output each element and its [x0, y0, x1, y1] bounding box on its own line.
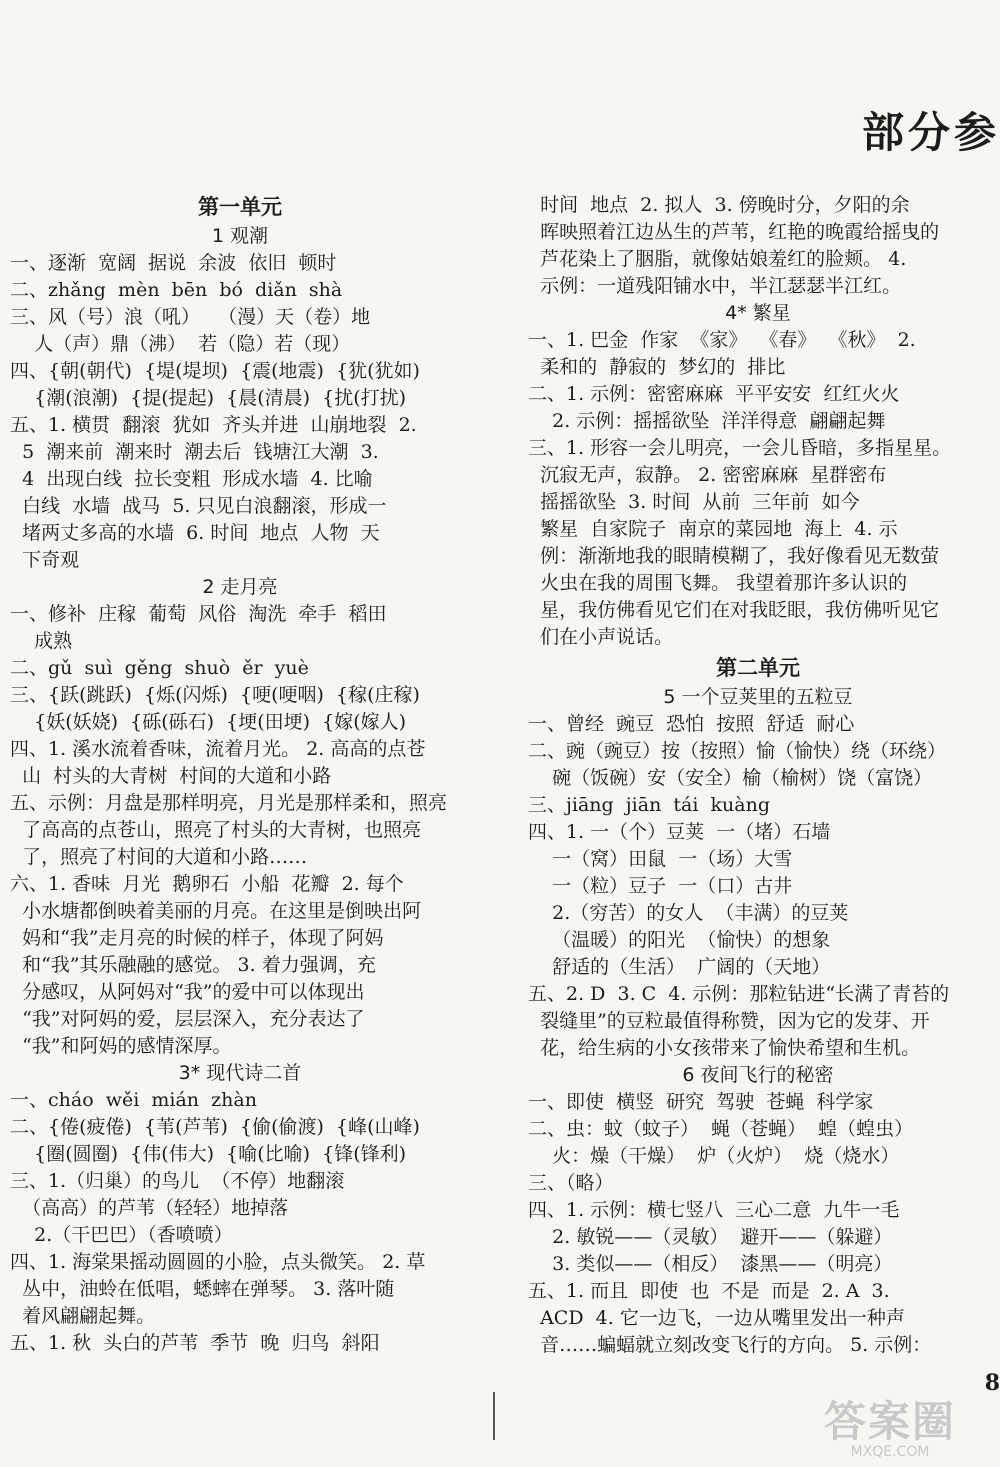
answer-line: 繁星 自家院子 南京的菜园地 海上 4. 示: [528, 518, 898, 540]
answer-line: 一（窝）田鼠 一（场）大雪: [528, 848, 793, 870]
answer-line: 人（声）鼎（沸） 若（隐）若（现）: [10, 333, 351, 355]
answer-line: 和“我”其乐融融的感觉。 3. 着力强调，充: [10, 954, 376, 976]
answer-line: 三、1. 形容一会儿明亮，一会儿昏暗，多指星星。: [528, 437, 952, 459]
lesson-title: 2 走月亮: [202, 576, 278, 598]
answer-line: 了高高的点苍山，照亮了村头的大青树，也照亮: [10, 819, 422, 841]
answer-line: 柔和的 静寂的 梦幻的 排比: [528, 356, 786, 378]
answer-line: 妈和“我”走月亮的时候的样子，体现了阿妈: [10, 927, 384, 949]
lesson-title: 4* 繁星: [725, 302, 791, 324]
answer-line: 四、{朝(朝代) {堤(堤坝) {震(地震) {犹(犹如): [10, 360, 420, 382]
answer-line: 三、风（号）浪（吼） （漫）天（卷）地: [10, 306, 371, 328]
answer-line: “我”和阿妈的感情深厚。: [10, 1035, 232, 1057]
answer-line: 2. 示例：摇摇欲坠 洋洋得意 翩翩起舞: [528, 410, 886, 432]
lesson-body: [10, 250, 470, 574]
answer-line: 五、1. 而且 即使 也 不是 而是 2. A 3.: [528, 1280, 890, 1302]
answer-line: “我”对阿妈的爱，层层深入，充分表达了: [10, 1008, 365, 1030]
answer-line: 二、gǔ suì gěng shuò ěr yuè: [10, 657, 309, 679]
answer-line: 沉寂无声，寂静。 2. 密密麻麻 星群密布: [528, 464, 887, 486]
lesson-body: [528, 192, 988, 300]
answer-line: 二、{倦(疲倦) {苇(芦苇) {偷(偷渡) {峰(山峰): [10, 1116, 420, 1138]
answer-line: 丛中，油蛉在低唱，蟋蟀在弹琴。 3. 落叶随: [10, 1278, 395, 1300]
answer-line: 四、1. 海棠果摇动圆圆的小脸，点头微笑。 2. 草: [10, 1251, 426, 1273]
answer-line: 5 潮来前 潮来时 潮去后 钱塘江大潮 3.: [10, 441, 379, 463]
watermark-main: 答案圈: [823, 1397, 956, 1446]
answer-line: 五、2. D 3. C 4. 示例：那粒钻进“长满了青苔的: [528, 983, 950, 1005]
answer-line: 堵两丈多高的水墙 6. 时间 地点 人物 天: [10, 522, 380, 544]
answer-line: 三、{跃(跳跃) {烁(闪烁) {哽(哽咽) {稼(庄稼): [10, 684, 420, 706]
answer-line: 花，给生病的小女孩带来了愉快希望和生机。: [528, 1037, 921, 1059]
lesson-title: 6 夜间飞行的秘密: [682, 1064, 834, 1086]
answer-line: 五、1. 秋 头白的芦苇 季节 晚 归鸟 斜阳: [10, 1332, 380, 1354]
answer-line: 火虫在我的周围飞舞。 我望着那许多认识的: [528, 572, 908, 594]
answer-line: {圈(圆圈) {伟(伟大) {喻(比喻) {锋(锋利): [10, 1143, 407, 1165]
answer-line: 示例：一道残阳铺水中，半江瑟瑟半江红。: [528, 275, 902, 297]
answer-line: 2.（穷苦）的女人 （丰满）的豆荚: [528, 902, 849, 924]
answer-line: 下奇观: [10, 549, 80, 571]
answer-line: 五、1. 横贯 翻滚 犹如 齐头并进 山崩地裂 2.: [10, 414, 417, 436]
answer-line: {妖(妖娆) {砾(砾石) {埂(田埂) {嫁(嫁人): [10, 711, 407, 733]
answer-line: 三、jiāng jiān tái kuàng: [528, 794, 770, 816]
lesson-title: 3* 现代诗二首: [178, 1062, 302, 1084]
center-divider: [493, 1392, 495, 1440]
answer-line: 四、1. 一（个）豆荚 一（堵）石墙: [528, 821, 831, 843]
answer-line: 一、即使 横竖 研究 驾驶 苍蝇 科学家: [528, 1091, 874, 1113]
answer-line: （温暖）的阳光 （愉快）的想象: [528, 929, 831, 951]
page-number: 8: [984, 1370, 1000, 1396]
unit-title: 第一单元: [198, 195, 282, 219]
answer-line: 4 出现白线 拉长变粗 形成水墙 4. 比喻: [10, 468, 373, 490]
answer-line: 一、cháo wěi mián zhàn: [10, 1089, 257, 1111]
answer-line: 裂缝里”的豆粒最值得称赞，因为它的发芽、开: [528, 1010, 930, 1032]
answer-line: {潮(浪潮) {提(提起) {晨(清晨) {扰(打扰): [10, 387, 407, 409]
answer-line: 六、1. 香味 月光 鹅卵石 小船 花瓣 2. 每个: [10, 873, 404, 895]
answer-line: 们在小声说话。: [528, 626, 674, 648]
answer-line: （高高）的芦苇（轻轻）地掉落: [10, 1197, 289, 1219]
answer-line: 二、豌（豌豆）按（按照）愉（愉快）绕（环绕）: [528, 740, 947, 762]
answer-line: 一、曾经 豌豆 恐怕 按照 舒适 耐心: [528, 713, 855, 735]
answer-line: 星，我仿佛看见它们在对我眨眼，我仿佛听见它: [528, 599, 940, 621]
answer-line: 晖映照着江边丛生的芦苇，红艳的晚霞给摇曳的: [528, 221, 940, 243]
answer-line: 碗（饭碗）安（安全）榆（榆树）饶（富饶）: [528, 767, 933, 789]
answer-line: 着风翩翩起舞。: [10, 1305, 156, 1327]
answer-line: 分感叹，从阿妈对“我”的爱中可以体现出: [10, 981, 365, 1003]
answer-line: 成熟: [10, 630, 73, 652]
answer-line: 白线 水墙 战马 5. 只见白浪翻滚，形成一: [10, 495, 387, 517]
lesson-title: 1 观潮: [211, 225, 269, 247]
answer-line: 四、1. 溪水流着香味，流着月光。 2. 高高的点苍: [10, 738, 426, 760]
answer-line: 三、1.（归巢）的鸟儿 （不停）地翻滚: [10, 1170, 345, 1192]
lesson-body: [10, 601, 470, 1060]
answer-line: 三、（略）: [528, 1172, 614, 1194]
watermark-logo: [790, 1397, 990, 1462]
answer-line: 3. 类似——（相反） 漆黑——（明亮）: [528, 1253, 893, 1275]
lesson-body: [528, 1089, 988, 1359]
answer-line: 二、1. 示例：密密麻麻 平平安安 红红火火: [528, 383, 900, 405]
right-column: [528, 192, 988, 1359]
page-header-title: 部分参: [861, 108, 1000, 157]
answer-line: 2.（干巴巴）（香喷喷）: [10, 1224, 233, 1246]
unit-title: 第二单元: [716, 656, 800, 680]
answer-line: 例：渐渐地我的眼睛模糊了，我好像看见无数萤: [528, 545, 940, 567]
answer-line: 五、示例：月盘是那样明亮，月光是那样柔和，照亮: [10, 792, 448, 814]
answer-line: 舒适的（生活） 广阔的（天地）: [528, 956, 831, 978]
lesson-title: 5 一个豆荚里的五粒豆: [663, 686, 853, 708]
left-column: [10, 190, 470, 1357]
answer-line: 火：燥（干燥） 炉（火炉） 烧（烧水）: [528, 1145, 900, 1167]
answer-line: 一、修补 庄稼 葡萄 风俗 淘洗 牵手 稻田: [10, 603, 387, 625]
answer-line: 2. 敏锐——（灵敏） 避开——（躲避）: [528, 1226, 893, 1248]
answer-line: 一、1. 巴金 作家 《家》 《春》 《秋》 2.: [528, 329, 916, 351]
answer-line: 音……蝙蝠就立刻改变飞行的方向。 5. 示例：: [528, 1334, 932, 1356]
answer-line: 二、虫：蚊（蚊子） 蝇（苍蝇） 蝗（蝗虫）: [528, 1118, 914, 1140]
answer-line: 二、zhǎng mèn bēn bó diǎn shà: [10, 279, 343, 301]
lesson-body: [528, 711, 988, 1062]
lesson-body: [10, 1087, 470, 1357]
answer-line: 四、1. 示例：横七竖八 三心二意 九牛一毛: [528, 1199, 900, 1221]
answer-line: 一（粒）豆子 一（口）古井: [528, 875, 793, 897]
answer-line: 时间 地点 2. 拟人 3. 傍晚时分，夕阳的余: [528, 194, 910, 216]
answer-line: 芦花染上了胭脂，就像姑娘羞红的脸颊。 4.: [528, 248, 907, 270]
lesson-body: [528, 327, 988, 651]
answer-line: ACD 4. 它一边飞，一边从嘴里发出一种声: [528, 1307, 905, 1329]
answer-line: 摇摇欲坠 3. 时间 从前 三年前 如今: [528, 491, 860, 513]
watermark-sub: MXQE.COM: [850, 1444, 930, 1460]
answer-line: 了，照亮了村间的大道和小路……: [10, 846, 308, 868]
answer-line: 山 村头的大青树 村间的大道和小路: [10, 765, 332, 787]
answer-line: 一、逐渐 宽阔 据说 余波 依旧 顿时: [10, 252, 337, 274]
answer-line: 小水塘都倒映着美丽的月亮。在这里是倒映出阿: [10, 900, 422, 922]
